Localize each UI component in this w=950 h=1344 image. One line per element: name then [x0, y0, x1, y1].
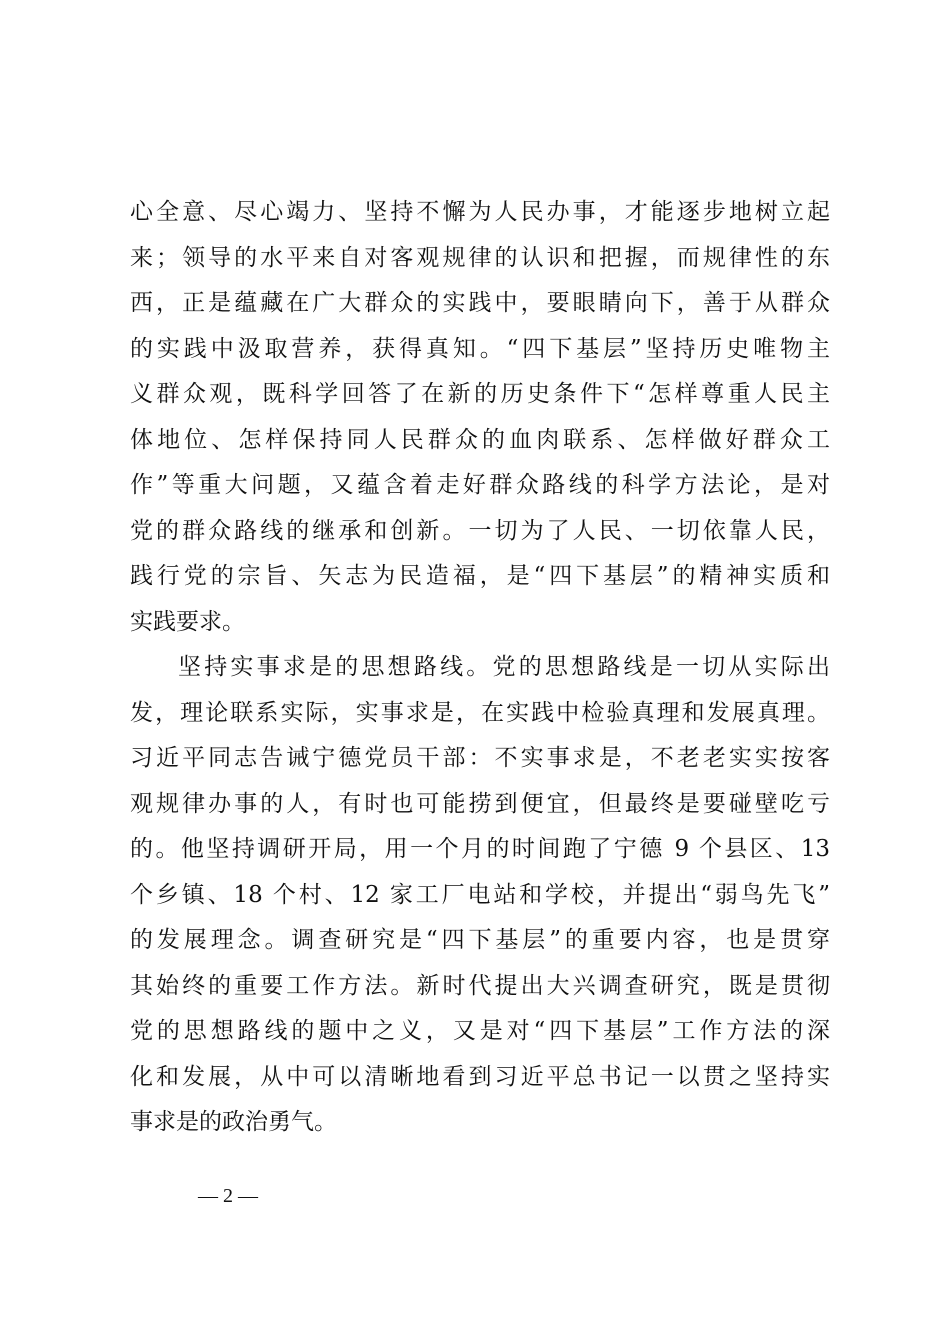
- text-line: 心全意、尽心竭力、坚持不懈为人民办事，才能逐步地树立起: [130, 199, 830, 225]
- text-line: 义群众观，既科学回答了在新的历史条件下“怎样尊重人民主: [130, 381, 830, 407]
- text-line: 其始终的重要工作方法。新时代提出大兴调查研究，既是贯彻: [130, 972, 830, 999]
- text-line: 党的群众路线的继承和创新。一切为了人民、一切依靠人民，: [130, 517, 830, 544]
- body-text: [130, 190, 830, 1146]
- text-line: 体地位、怎样保持同人民群众的血肉联系、怎样做好群众工: [130, 426, 830, 453]
- text-line: 坚持实事求是的思想路线。党的思想路线是一切从实际出: [178, 654, 830, 680]
- text-line: 的实践中汲取营养，获得真知。“四下基层”坚持历史唯物主: [130, 335, 830, 362]
- text-line: 事求是的政治勇气。: [130, 1109, 337, 1135]
- text-line: 习近平同志告诫宁德党员干部：不实事求是，不老老实实按客: [130, 745, 830, 771]
- text-line: 个乡镇、18 个村、12 家工厂电站和学校，并提出“弱鸟先飞”: [130, 881, 830, 908]
- page-number: — 2 —: [198, 1185, 258, 1207]
- text-line: 西，正是蕴藏在广大群众的实践中，要眼睛向下，善于从群众: [130, 290, 830, 316]
- text-line: 践行党的宗旨、矢志为民造福，是“四下基层”的精神实质和: [130, 563, 830, 589]
- text-line: 党的思想路线的题中之义，又是对“四下基层”工作方法的深: [130, 1018, 830, 1044]
- text-line: 来；领导的水平来自对客观规律的认识和把握，而规律性的东: [130, 244, 830, 271]
- text-line: 化和发展，从中可以清晰地看到习近平总书记一以贯之坚持实: [130, 1063, 830, 1090]
- text-line: 作”等重大问题，又蕴含着走好群众路线的科学方法论，是对: [130, 472, 830, 498]
- text-line: 发，理论联系实际，实事求是，在实践中检验真理和发展真理。: [130, 699, 830, 726]
- text-line: 实践要求。: [130, 608, 245, 635]
- text-line: 观规律办事的人，有时也可能捞到便宜，但最终是要碰壁吃亏: [130, 790, 830, 817]
- text-line: 的。他坚持调研开局，用一个月的时间跑了宁德 9 个县区、13: [130, 836, 830, 862]
- text-line: 的发展理念。调查研究是“四下基层”的重要内容，也是贯穿: [130, 927, 830, 953]
